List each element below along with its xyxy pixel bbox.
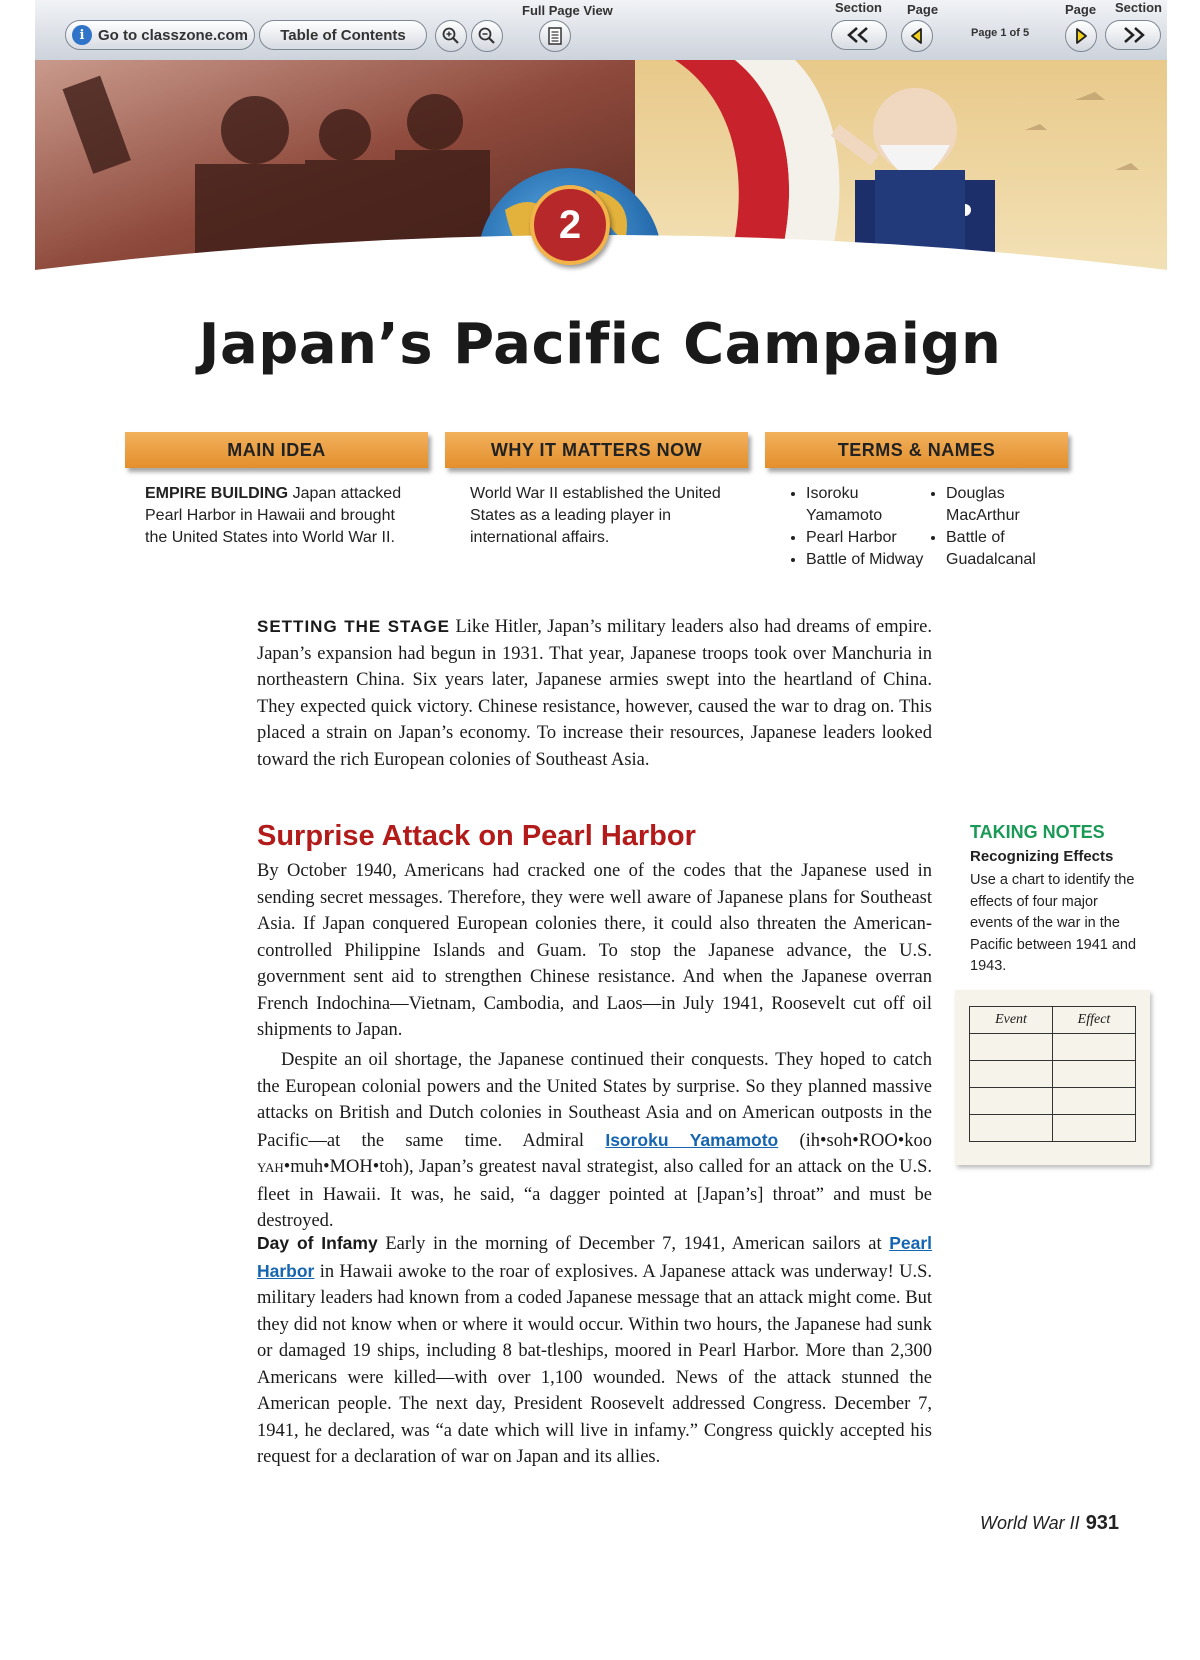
viewer-toolbar: [35, 0, 1167, 61]
table-cell: [970, 1061, 1053, 1088]
info-icon: i: [72, 25, 92, 45]
page-indicator: Page 1 of 5: [971, 27, 1030, 39]
event-effect-table: [969, 1006, 1136, 1142]
full-page-view-label: Full Page View: [522, 3, 613, 18]
page-number: 931: [1085, 1512, 1120, 1534]
paragraph-3: [257, 1230, 932, 1471]
paragraph-2-text-b: (ih•soh•ROO•koo: [778, 1130, 932, 1151]
table-row: [970, 1115, 1136, 1142]
day-of-infamy-lead: Day of Infamy: [257, 1233, 378, 1253]
taking-notes-subtitle: Recognizing Effects: [970, 848, 1114, 865]
page-label-right: Page: [1065, 2, 1097, 17]
paragraph-2: [257, 1047, 932, 1235]
table-row: [970, 1088, 1136, 1115]
why-it-matters-text: World War II established the United States as a leading player in international affairs.: [470, 485, 721, 546]
term-item: • Isoroku Yamamoto: [806, 483, 931, 527]
term-item: • Douglas MacArthur: [946, 483, 1071, 527]
paragraph-2-text-a: Despite an oil shortage, the Japanese continued their conquests. They hoped to catch the European colonial powers and the United States by surprise. So they planned massive attacks on British and Dutch colonies in Southeast Asia and on American outposts in the Pacific—at the same time. Admiral: [257, 1050, 932, 1151]
term-item: • Pearl Harbor: [806, 527, 931, 549]
table-cell: [1053, 1115, 1136, 1142]
triangle-right-icon: [1073, 27, 1089, 45]
chapter-banner: [35, 60, 1167, 280]
table-cell: [1053, 1088, 1136, 1115]
setting-body: Like Hitler, Japan’s military leaders also had dreams of empire. Japan’s expansion had begun in 1931. That year, Japanese troops took over Manchuria in northeastern China. Six years later, Japanese armies swept into the heartland of China. They expected quick victory. Chinese resistance, however, caused the war to drag on. This placed a strain on Japan’s economy. To increase their resources, Japanese leaders looked toward the rich European colonies of Southeast Asia.: [257, 617, 933, 770]
page-label-left: Page: [907, 2, 939, 17]
zoom-out-button[interactable]: [471, 20, 503, 52]
next-page-button[interactable]: [1065, 20, 1097, 52]
term-item: • Battle of Guadalcanal: [946, 527, 1071, 571]
term-item: • Battle of Midway: [806, 549, 931, 571]
main-idea-lead: EMPIRE BUILDING: [145, 485, 289, 502]
page-footer: [980, 1512, 1119, 1535]
table-cell: [970, 1034, 1053, 1061]
next-section-button[interactable]: [1105, 20, 1161, 50]
paragraph-3-text-a: Early in the morning of December 7, 1941, American sailors at: [377, 1234, 890, 1254]
notes-chart-card: [955, 990, 1150, 1165]
why-it-matters-header: WHY IT MATTERS NOW: [445, 432, 748, 468]
previous-section-button[interactable]: [831, 20, 887, 50]
page-view-icon: [546, 26, 564, 46]
taking-notes-text: Use a chart to identify the effects of four major events of the war in the Pacific between 1941 and 1943.: [970, 872, 1137, 974]
toc-label: Table of Contents: [280, 26, 406, 44]
table-of-contents-button[interactable]: [259, 20, 427, 50]
table-cell: [1053, 1034, 1136, 1061]
zoom-in-icon: [441, 26, 461, 46]
section-heading: Surprise Attack on Pearl Harbor: [257, 820, 696, 852]
terms-list-col2: [928, 483, 1071, 571]
classzone-button[interactable]: [65, 20, 255, 50]
table-header-effect: Effect: [1053, 1007, 1136, 1034]
triangle-left-icon: [909, 27, 925, 45]
setting-the-stage: [257, 614, 932, 773]
page-title: Japan’s Pacific Campaign: [198, 312, 1002, 377]
table-cell: [970, 1115, 1053, 1142]
paragraph-2-text-c: •muh•MOH•toh), Japan’s greatest naval strategist, also called for an attack on the U.S. fleet in Hawaii. It was, he said, “a dagger pointed at [Japan’s] throat” and must be destroyed.: [257, 1157, 932, 1231]
double-chevron-left-icon: [842, 26, 876, 44]
taking-notes-title: TAKING NOTES: [970, 822, 1105, 842]
classzone-label: Go to classzone.com: [97, 26, 249, 44]
setting-lead: SETTING THE STAGE: [257, 617, 451, 636]
isoroku-yamamoto-link[interactable]: Isoroku Yamamoto: [605, 1129, 779, 1150]
zoom-in-button[interactable]: [435, 20, 467, 52]
double-chevron-right-icon: [1116, 26, 1150, 44]
paragraph-1: By October 1940, Americans had cracked one of the codes that the Japanese used in sending secret messages. Therefore, they were well aware of Japanese plans for Southeast Asia. If Japan conquered European colonies there, it could also threaten the American-controlled Philippine Islands and Guam. To stop the Japanese advance, the U.S. government sent aid to strengthen Chinese resistance. And when the Japanese overran French Indochina—Vietnam, Cambodia, and Laos—in July 1941, Roosevelt cut off oil shipments to Japan.: [257, 861, 932, 1040]
terms-list-col1: [788, 483, 931, 571]
table-header-event: Event: [970, 1007, 1053, 1034]
table-row: [970, 1061, 1136, 1088]
table-cell: [1053, 1061, 1136, 1088]
pearl-harbor-link[interactable]: Pearl Harbor: [257, 1233, 933, 1281]
footer-book-title: World War II: [980, 1513, 1080, 1533]
table-cell: [970, 1088, 1053, 1115]
previous-page-button[interactable]: [901, 20, 933, 52]
main-idea-body: Japan attacked Pearl Harbor in Hawaii and brought the United States into World War II.: [145, 485, 402, 546]
table-row: [970, 1034, 1136, 1061]
full-page-view-button[interactable]: [539, 20, 571, 52]
terms-names-header: TERMS & NAMES: [765, 432, 1068, 468]
main-idea-text: [145, 483, 410, 549]
zoom-out-icon: [477, 26, 497, 46]
section-number-badge: 2: [530, 185, 610, 265]
section-label-left: Section: [835, 0, 882, 15]
paragraph-3-text-b: in Hawaii awoke to the roar of explosives. A Japanese attack was underway! U.S. military leaders had known from a coded Japanese message that an attack might come. But they did not know when or where it would occur. Within two hours, the Japanese had sunk or damaged 19 ships, including 8 bat-tleships, moored in Pearl Harbor. More than 2,300 Americans were killed—with over 1,100 wounded. News of the attack stunned the American people. The next day, President Roosevelt addressed Congress. December 7, 1941, he declared, was “a date which will live in infamy.” Congress quickly accepted his request for a declaration of war on Japan and its allies.: [257, 1261, 932, 1467]
pronunciation-small-caps: YAH: [257, 1160, 284, 1175]
section-label-right: Section: [1115, 0, 1162, 15]
main-idea-header: MAIN IDEA: [125, 432, 428, 468]
